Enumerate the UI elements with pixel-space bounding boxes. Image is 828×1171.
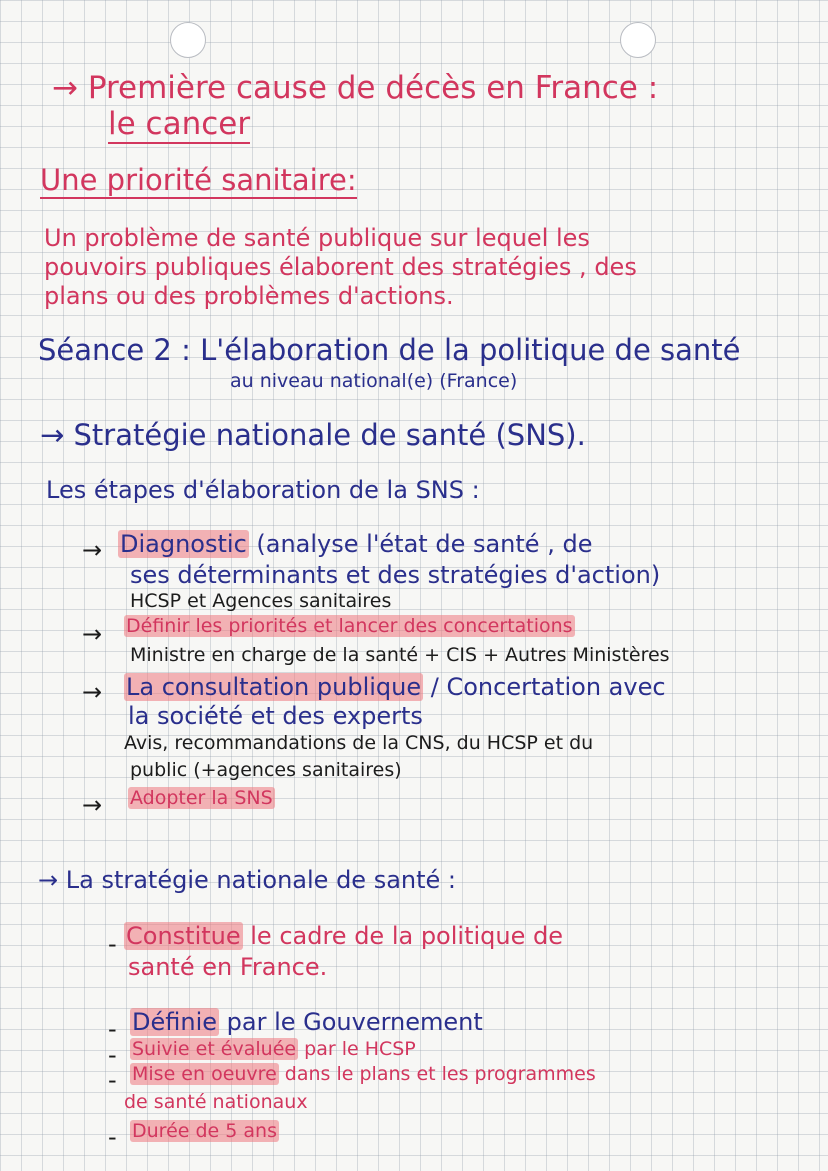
binder-hole-right [620, 22, 656, 58]
define-highlight: Définir les priorités et lancer des concertations [126, 615, 573, 637]
constitutes-text: le cadre de la politique de [242, 922, 563, 950]
session-subtitle: au niveau national(e) (France) [230, 370, 518, 392]
arrow-marker-4: → [82, 791, 103, 819]
sns-definition-heading: → La stratégie nationale de santé : [38, 866, 457, 894]
diagnostic-text: (analyse l'état de santé , de [248, 530, 593, 558]
heading-first-cause: → Première cause de décès en France : [52, 70, 659, 106]
consultation-opinions-2: public (+agences sanitaires) [130, 759, 402, 781]
arrow-marker-2: → [82, 620, 103, 648]
binder-hole-left [170, 22, 206, 58]
point-implemented [130, 1065, 596, 1085]
priority-text: Une priorité sanitaire: [40, 163, 357, 197]
implemented-text: dans le plans et les programmes [278, 1063, 596, 1085]
consultation-opinions-1: Avis, recommandations de la CNS, du HCSP et du [124, 732, 594, 754]
point-constitutes [124, 924, 563, 949]
consultation-text: / Concertation avec [423, 673, 666, 701]
implemented-detail: de santé nationaux [124, 1091, 308, 1113]
point-defined [130, 1010, 483, 1035]
sns-heading: → Stratégie nationale de santé (SNS). [40, 418, 586, 452]
cancer-text: le cancer [108, 106, 251, 142]
step-define-priorities [124, 617, 575, 637]
arrow-marker-1: → [82, 536, 103, 564]
consultation-detail: la société et des experts [128, 702, 423, 730]
adopt-highlight: Adopter la SNS [130, 787, 273, 809]
consultation-highlight: La consultation publique [126, 673, 422, 701]
definition-line-3: plans ou des problèmes d'actions. [44, 282, 454, 310]
step-adopt [128, 789, 275, 809]
dash-marker-2: - [108, 1015, 117, 1043]
monitored-text: par le HCSP [298, 1038, 416, 1060]
define-actors: Ministre en charge de la santé + CIS + Autres Ministères [130, 644, 670, 666]
constitutes-detail: santé en France. [128, 953, 328, 981]
diagnostic-actors: HCSP et Agences sanitaires [130, 590, 392, 612]
defined-text: par le Gouvernement [219, 1008, 483, 1036]
step-diagnostic [118, 532, 592, 557]
dash-marker-5: - [108, 1123, 117, 1151]
point-monitored [130, 1040, 416, 1060]
defined-highlight: Définie [132, 1008, 218, 1036]
diagnostic-detail: ses déterminants et des stratégies d'action) [130, 561, 661, 589]
sns-steps-title: Les étapes d'élaboration de la SNS : [46, 476, 480, 504]
arrow-marker-3: → [82, 678, 103, 706]
definition-line-1: Un problème de santé publique sur lequel les [44, 224, 590, 252]
diagnostic-highlight: Diagnostic [120, 530, 247, 558]
definition-line-2: pouvoirs publiques élaborent des stratégies , des [44, 253, 637, 281]
constitutes-highlight: Constitue [126, 922, 241, 950]
step-consultation [124, 675, 666, 700]
dash-marker-4: - [108, 1066, 117, 1094]
duration-highlight: Durée de 5 ans [132, 1120, 277, 1142]
heading-cancer [108, 108, 250, 141]
dash-marker-3: - [108, 1041, 117, 1069]
dash-marker-1: - [108, 930, 117, 958]
session-title: Séance 2 : L'élaboration de la politique de santé [38, 333, 741, 367]
implemented-highlight: Mise en oeuvre [132, 1063, 277, 1085]
monitored-highlight: Suivie et évaluée [132, 1038, 297, 1060]
title-priority [40, 165, 357, 195]
point-duration [130, 1122, 279, 1142]
